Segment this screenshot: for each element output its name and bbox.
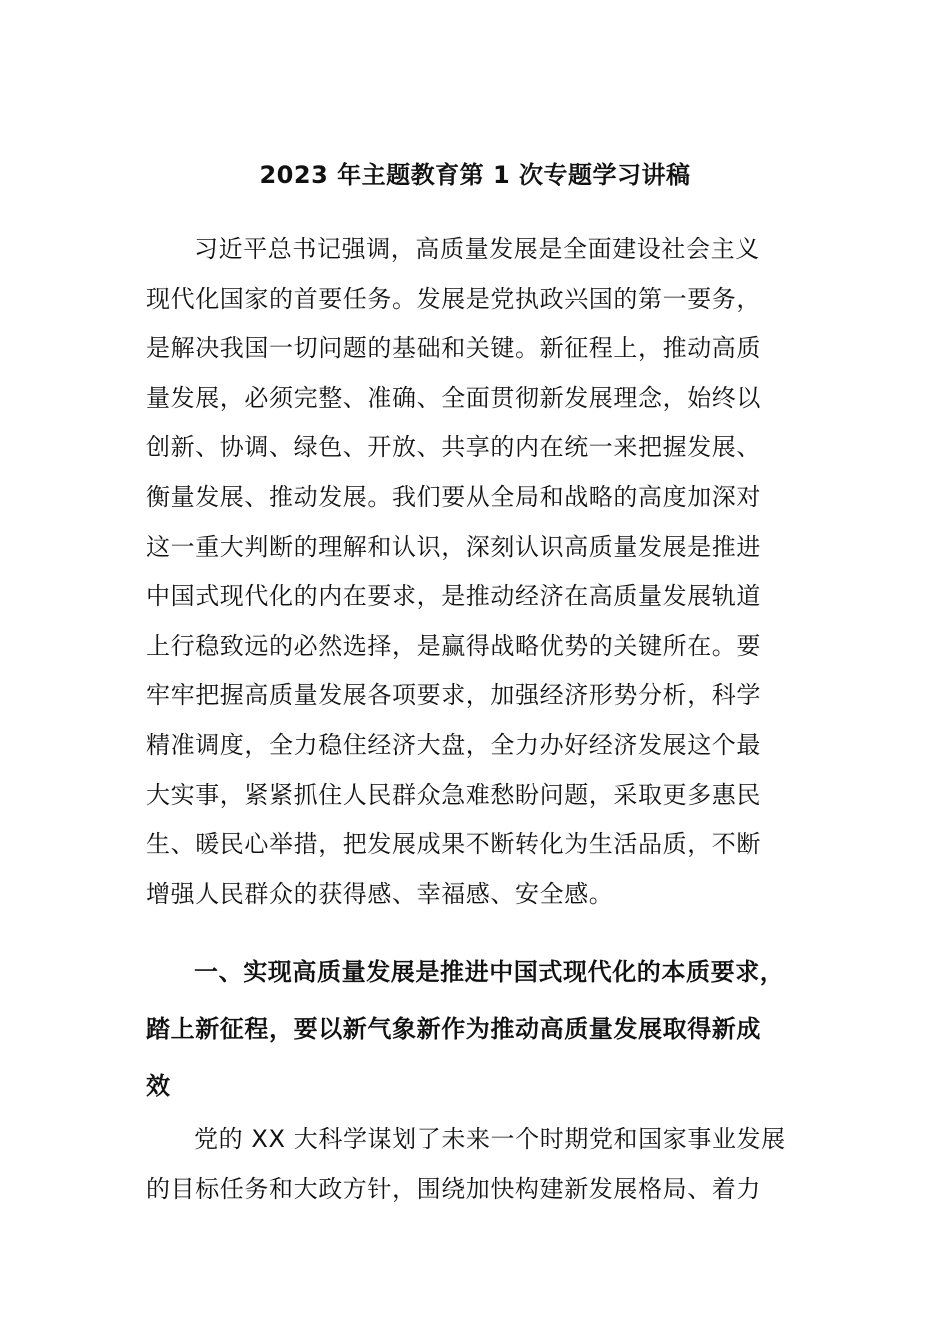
heading-line: 一、实现高质量发展是推进中国式现代化的本质要求， (194, 958, 785, 986)
paragraph-line: 量发展，必须完整、准确、全面贯彻新发展理念，始终以 (146, 383, 761, 412)
paragraph-line: 牢牢把握高质量发展各项要求，加强经济形势分析，科学 (146, 681, 761, 710)
heading-line: 踏上新征程，要以新气象新作为推动高质量发展取得新成 (146, 1015, 761, 1043)
paragraph-line: 衡量发展、推动发展。我们要从全局和战略的高度加深对 (146, 482, 761, 511)
paragraph-intro (146, 225, 806, 919)
document-title: 2023 年主题教育第 1 次专题学习讲稿 (259, 161, 691, 189)
paragraph-line: 中国式现代化的内在要求，是推动经济在高质量发展轨道 (146, 582, 761, 611)
paragraph-line: 大实事，紧紧抓住人民群众急难愁盼问题，采取更多惠民 (146, 780, 761, 809)
paragraph-line: 创新、协调、绿色、开放、共享的内在统一来把握发展、 (146, 433, 761, 462)
paragraph-line: 的目标任务和大政方针，围绕加快构建新发展格局、着力 (146, 1174, 761, 1203)
heading-line: 效 (146, 1072, 171, 1100)
paragraph-line: 生、暖民心举措，把发展成果不断转化为生活品质，不断 (146, 830, 761, 859)
paragraph-line: 精准调度，全力稳住经济大盘，全力办好经济发展这个最 (146, 730, 761, 759)
paragraph-line: 上行稳致远的必然选择，是赢得战略优势的关键所在。要 (146, 631, 761, 660)
paragraph-section-1 (146, 1115, 806, 1214)
paragraph-line: 党的 XX 大科学谋划了未来一个时期党和国家事业发展 (194, 1125, 786, 1153)
paragraph-line: 这一重大判断的理解和认识，深刻认识高质量发展是推进 (146, 532, 761, 561)
paragraph-line: 习近平总书记强调，高质量发展是全面建设社会主义 (194, 235, 760, 263)
paragraph-line: 是解决我国一切问题的基础和关键。新征程上，推动高质 (146, 334, 761, 363)
paragraph-line: 增强人民群众的获得感、幸福感、安全感。 (146, 879, 614, 908)
paragraph-line: 现代化国家的首要任务。发展是党执政兴国的第一要务， (146, 284, 761, 313)
section-heading-1 (146, 944, 806, 1115)
